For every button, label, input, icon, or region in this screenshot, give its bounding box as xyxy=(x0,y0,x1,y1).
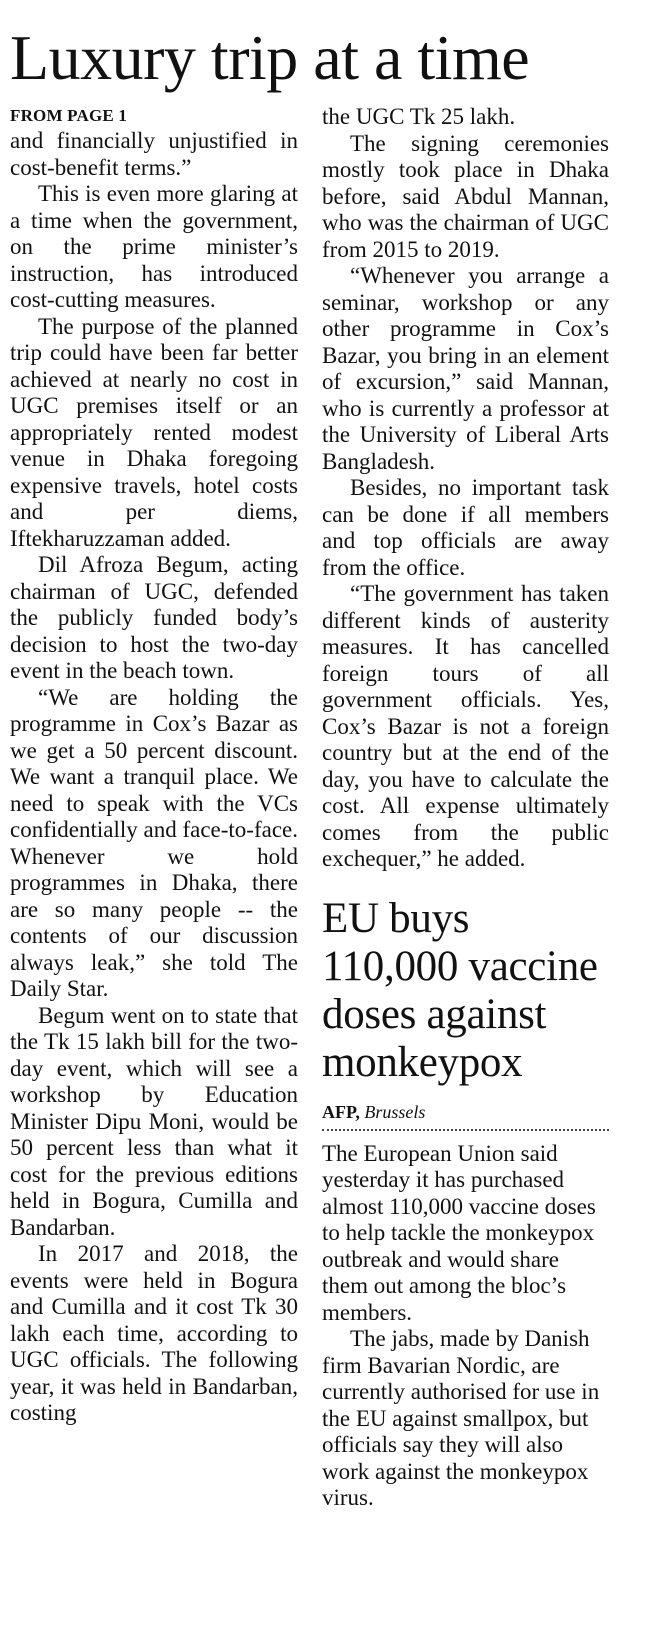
eu-story-paragraph: The European Union said yesterday it has purchased almost 110,000 vaccine doses to help tackle the monkeypox outbreak and would share them out among the bloc’s members. xyxy=(322,1140,596,1325)
byline-agency: AFP, xyxy=(322,1101,360,1122)
byline xyxy=(322,1101,609,1123)
right-column xyxy=(322,104,609,1512)
page-headline: Luxury trip at a time xyxy=(10,22,530,93)
left-column xyxy=(10,104,298,1427)
story-paragraph: “We are holding the programme in Cox’s Bazar as we get a 50 percent discount. We want a tranquil place. We need to speak with the VCs confidentially and face-to-face. Whenever we hold programmes in Dhaka, there are so many people -- the contents of our discussion always leak,” she told The Daily Star. xyxy=(10,684,298,1001)
story-paragraph: “The government has taken different kinds of austerity measures. It has cancelled foreign tours of all government officials. Yes, Cox’s Bazar is not a foreign country but at the end of the day, you have to calculate the cost. All expense ultimately comes from the public exchequer,” he added. xyxy=(322,581,609,871)
eu-story-headline: EU buys 110,000 vaccine doses against monkeypox xyxy=(322,894,598,1086)
story-paragraph: and financially unjustified in cost-benefit terms.” xyxy=(10,128,298,180)
story-paragraph: Begum went on to state that the Tk 15 lakh bill for the two-day event, which will see a workshop by Education Minister Dipu Moni, would be 50 percent less than what it cost for the previous editions held in Bogura, Cumilla and Bandarban. xyxy=(10,1002,298,1240)
eu-story xyxy=(322,895,609,1512)
story-paragraph: In 2017 and 2018, the events were held in Bogura and Cumilla and it cost Tk 30 lakh each time, according to UGC officials. The following year, it was held in Bandarban, costing xyxy=(10,1241,298,1425)
story-paragraph: the UGC Tk 25 lakh. xyxy=(322,104,516,129)
story-paragraph: The purpose of the planned trip could have been far better achieved at nearly no cost in UGC premises itself or an appropriately rented modest venue in Dhaka foregoing expensive travels, hotel costs and per diems, Iftekharuzzaman added. xyxy=(10,313,298,551)
byline-place: Brussels xyxy=(364,1101,426,1122)
story-paragraph: Dil Afroza Begum, acting chairman of UGC, defended the publicly funded body’s decision to host the two-day event in the beach town. xyxy=(10,552,298,683)
dotted-divider xyxy=(322,1129,609,1131)
eu-story-paragraph: The jabs, made by Danish firm Bavarian Nordic, are currently authorised for use in the EU against smallpox, but officials say they will also work against the monkeypox virus. xyxy=(322,1326,600,1510)
story-paragraph: Besides, no important task can be done if all members and top officials are away from the office. xyxy=(322,475,609,580)
jump-label: FROM PAGE 1 xyxy=(10,106,128,125)
story-paragraph: This is even more glaring at a time when the government, on the prime minister’s instruction, has introduced cost-cutting measures. xyxy=(10,181,298,312)
story-paragraph: The signing ceremonies mostly took place in Dhaka before, said Abdul Mannan, who was the chairman of UGC from 2015 to 2019. xyxy=(322,130,609,262)
story-paragraph: “Whenever you arrange a seminar, workshop or any other programme in Cox’s Bazar, you bring in an element of excursion,” said Mannan, who is currently a professor at the University of Liberal Arts Bangladesh. xyxy=(322,263,609,474)
